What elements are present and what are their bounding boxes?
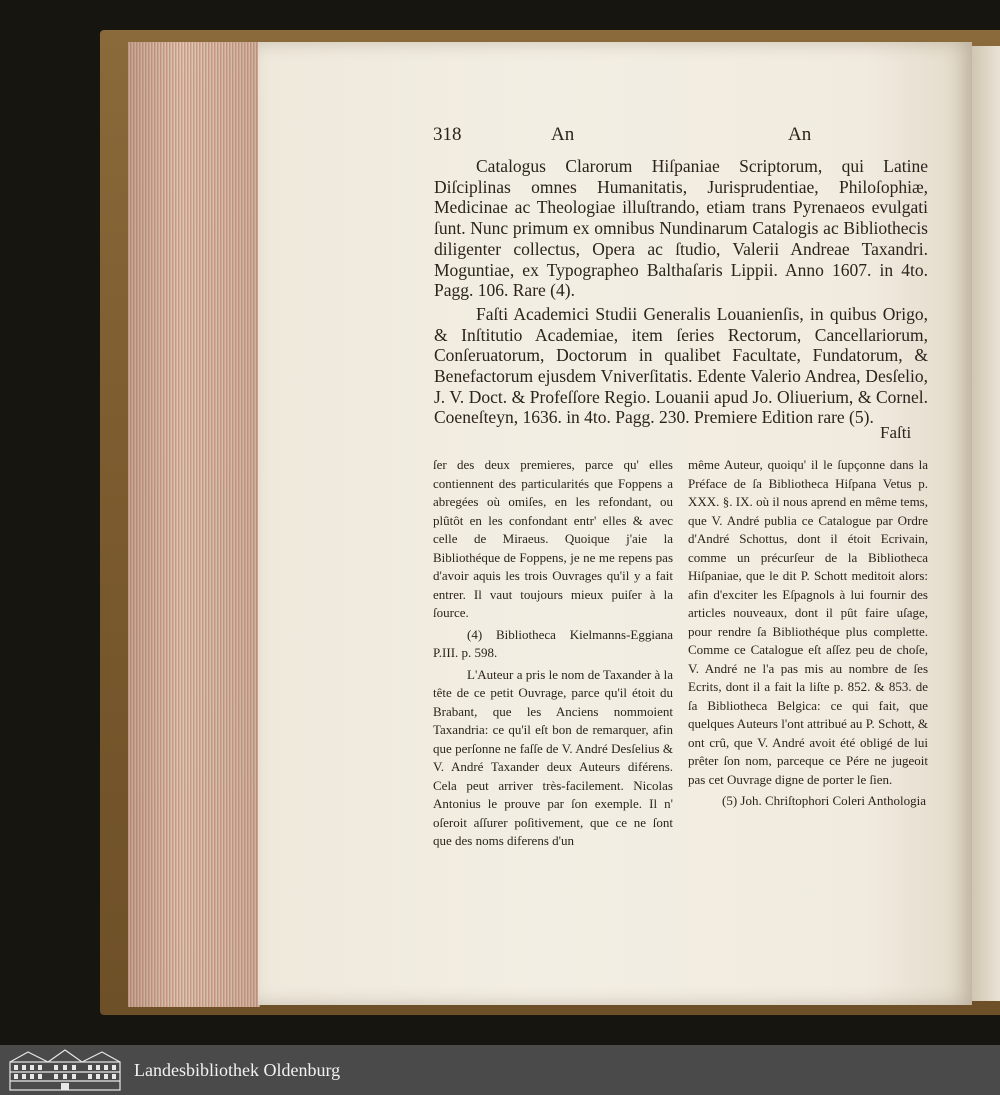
footnote-column-left (433, 456, 673, 851)
footnote-column-right (688, 456, 928, 811)
main-text (434, 156, 928, 428)
catalog-entry: Catalogus Clarorum Hiſpaniae Scriptorum, qui Latine Diſciplinas omnes Humanitatis, Jurisprudentiae, Philoſophiæ, Medicinae ac Theologiae illuſtrando, etiam trans Pyrenaeos evulgati ſunt. Nunc primum ex omnibus Nundinarum Catalogis ac Bibliothecis diligenter collectus, Opera ac ſtudio, Valerii Andreae Taxandri. Moguntiae, ex Typographeo Balthaſaris Lippii. Anno 1607. in 4to. Pagg. 106. Rare (4). (434, 156, 928, 301)
footnote-paragraph: (4) Bibliotheca Kielmanns-Eggiana P.III. p. 598. (433, 626, 673, 660)
footnote-paragraph: ſer des deux premieres, parce qu' elles contiennent des particularités que Foppens a abregées où omiſes, en les refondant, ou plûtôt en les confondant entr' elles & avec celle de Miraeus. Quoique j'aie la Bibliothéque de Foppens, je ne me repens pas d'avoir aquis les trois Ouvrages qu'il y a fait entrer. Il vaut toujours mieux puiſer à la ſource. (433, 457, 673, 620)
catchword: Faſti (880, 423, 912, 442)
page-header (433, 124, 823, 150)
footnote-paragraph: (5) Joh. Chriſtophori Coleri Anthologia (722, 793, 927, 808)
running-head-right: An (788, 124, 812, 145)
footer-bar (0, 1045, 1000, 1095)
page-number: 318 (433, 124, 462, 145)
catalog-entry: Faſti Academici Studii Generalis Louanienſis, in quibus Origo, & Inſtitutio Academiae, item ſeries Rectorum, Cancellariorum, Conſeruatorum, Doctorum in qualibet Facultate, Fundatorum, & Benefactorum ejusdem Vniverſitatis. Edente Valerio Andrea, Desſelio, J. V. Doct. & Profeſſore Regio. Louanii apud Jo. Oliuerium, & Cornel. Coeneſteyn, 1636. in 4to. Pagg. 230. Premiere Edition rare (5). (434, 303, 928, 428)
running-head-left: An (551, 124, 575, 145)
library-building-logo-icon (8, 1048, 122, 1092)
footnote-paragraph: même Auteur, quoiqu' il le ſupçonne dans la Préface de ſa Bibliotheca Hiſpana Vetus p. XXX. §. IX. où il nous aprend en même tems, que V. André publia ce Catalogue par Ordre d'André Schottus, dont il étoit Ecrivain, comme un précurſeur de la Bibliotheca Hiſpaniae, que le dit P. Schott meditoit alors: afin d'exciter les Eſpagnols à lui fournir des articles nouveaux, dont il pût faire uſage, pour rendre ſa Bibliothéque plus complette. Comme ce Catalogue eſt aſſez peu de choſe, V. André ne l'a pas mis au nombre de ſes Ecrits, dont il a fait la liſte p. 852. & 853. de ſa Bibliotheca Belgica: ce qui fait, que quelques Auteurs l'ont attribué au P. Schott, & ont crû, que V. André avoit été obligé de lui prêter ſon nom, parceque ce Pére ne jugeoit pas cet Ouvrage digne de porter le ſien. (688, 457, 928, 787)
page-edges-shading (128, 42, 260, 1007)
facing-page-edge (972, 46, 1000, 1001)
library-name[interactable]: Landesbibliothek Oldenburg (134, 1059, 341, 1080)
footnote-paragraph: L'Auteur a pris le nom de Taxander à la tête de ce petit Ouvrage, parce qu'il étoit du Brabant, que les Anciens nommoient Taxandria: ce qu'il eſt bon de remarquer, afin que perſonne ne faſſe de V. André Desſelius & V. André Taxander deux Auteurs diférens. Cela peut arriver très-facilement. Nicolas Antonius le prouve par ſon exemple. Il n' oſeroit aſſurer poſitivement, que ce ne ſont que des noms diferens d'un (433, 666, 673, 848)
